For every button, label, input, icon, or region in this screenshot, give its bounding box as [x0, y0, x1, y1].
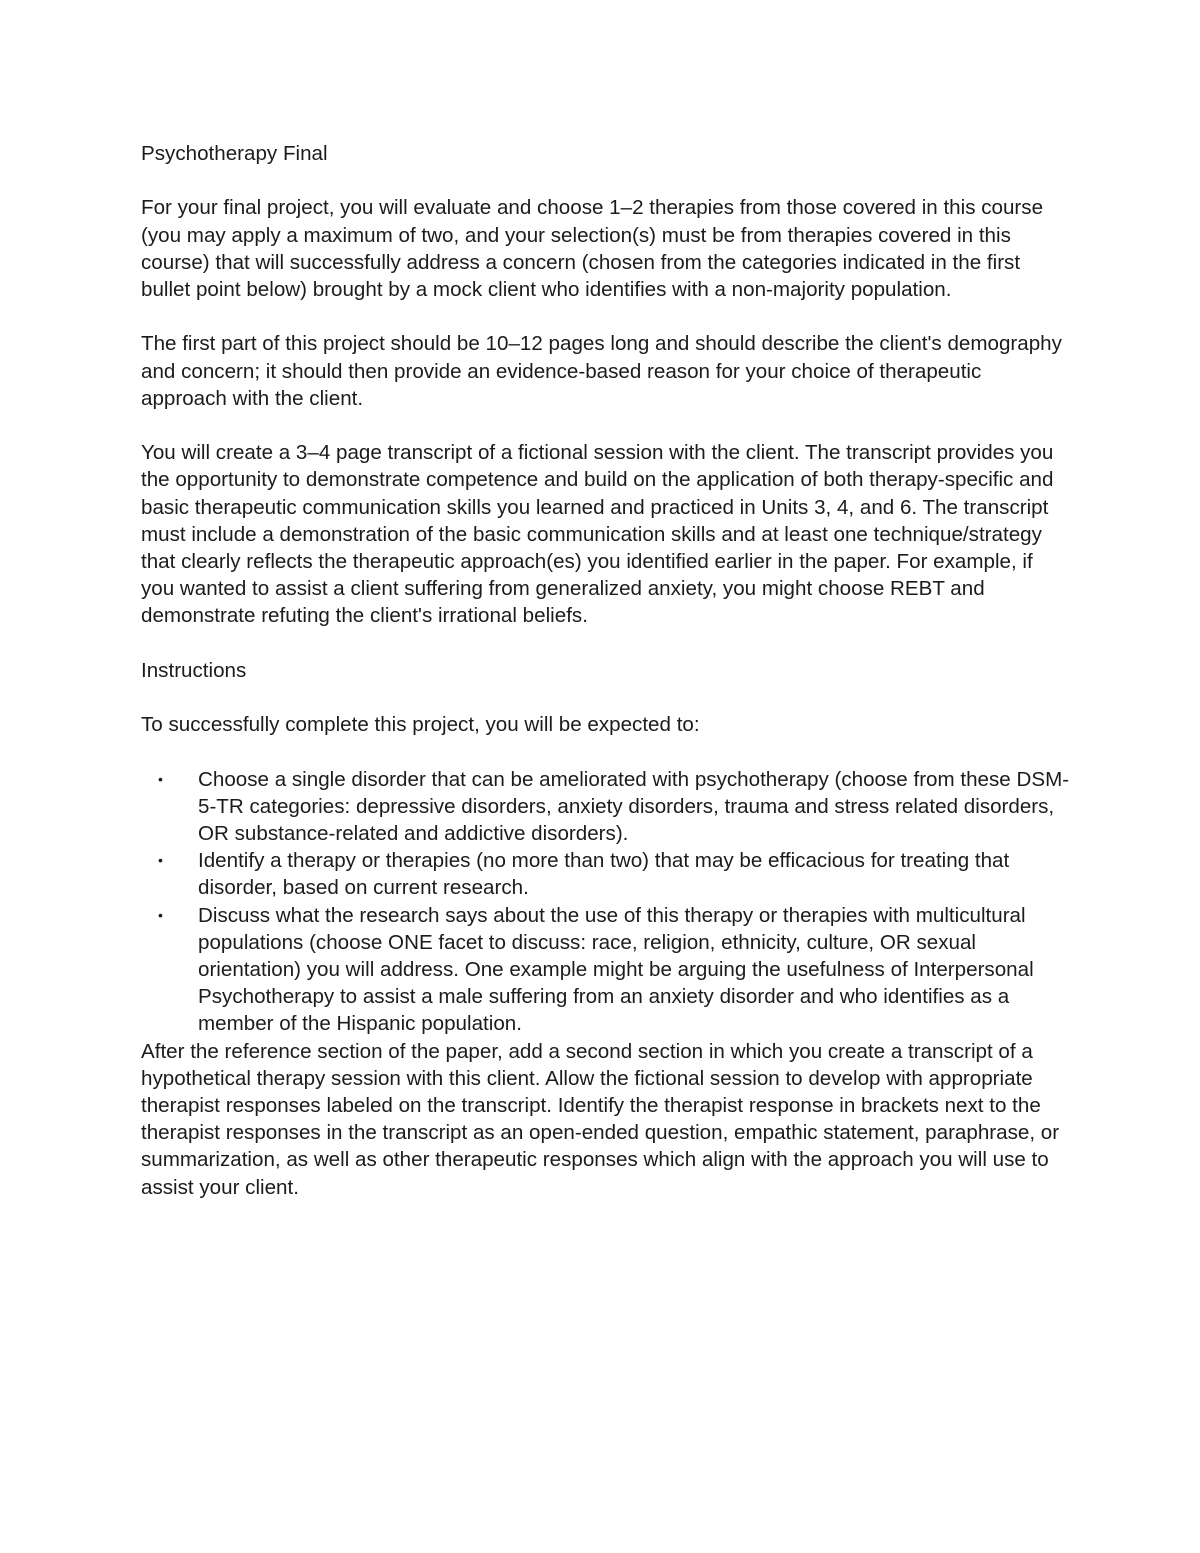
- instructions-list: [141, 766, 1071, 1038]
- list-item: [141, 902, 1071, 1038]
- instructions-intro: To successfully complete this project, you will be expected to:: [141, 713, 700, 737]
- paragraph-first-part: The first part of this project should be 10–12 pages long and should describe the client's demography and concern; it should then provide an evidence-based reason for your choice of therapeutic approach with the client.: [141, 332, 1062, 410]
- bullet-icon: •: [158, 770, 163, 787]
- bullet-icon: •: [158, 852, 163, 869]
- paragraph-transcript: You will create a 3–4 page transcript of a fictional session with the client. The transcript provides you the opportunity to demonstrate competence and build on the application of both therapy-specific and basic therapeutic communication skills you learned and practiced in Units 3, 4, and 6. The transcript must include a demonstration of the basic communication skills and at least one technique/strategy that clearly reflects the therapeutic approach(es) you identified earlier in the paper. For example, if you wanted to assist a client suffering from generalized anxiety, you might choose REBT and demonstrate refuting the client's irrational beliefs.: [141, 441, 1054, 628]
- list-item-text: Choose a single disorder that can be ameliorated with psychotherapy (choose from these DSM-5-TR categories: depressive disorders, anxiety disorders, trauma and stress related disorders, OR substance-related and addictive disorders).: [198, 767, 1070, 845]
- instructions-heading: Instructions: [141, 658, 247, 682]
- list-item-text: Discuss what the research says about the use of this therapy or therapies with multicultural populations (choose ONE facet to discuss: race, religion, ethnicity, culture, OR sexual orientation) you will address. One example might be arguing the usefulness of Interpersonal Psychotherapy to assist a male suffering from an anxiety disorder and who identifies as a member of the Hispanic population.: [198, 903, 1034, 1036]
- list-item: [141, 847, 1071, 901]
- paragraph-closing: After the reference section of the paper, add a second section in which you create a transcript of a hypothetical therapy session with this client. Allow the fictional session to develop with appropriate therapist responses labeled on the transcript. Identify the therapist response in brackets next to the therapist responses in the transcript as an open-ended question, empathic statement, paraphrase, or summarization, as well as other therapeutic responses which align with the approach you will use to assist your client.: [141, 1039, 1060, 1199]
- list-item-text: Identify a therapy or therapies (no more than two) that may be efficacious for treating that disorder, based on current research.: [198, 849, 1010, 900]
- bullet-icon: •: [158, 906, 163, 923]
- document-title: Psychotherapy Final: [141, 142, 328, 165]
- document-body: [141, 140, 1071, 1201]
- list-item: [141, 766, 1071, 848]
- paragraph-project-overview: For your final project, you will evaluate and choose 1–2 therapies from those covered in this course (you may apply a maximum of two, and your selection(s) must be from therapies covered in this course) that will successfully address a concern (chosen from the categories indicated in the first bullet point below) brought by a mock client who identifies with a non-majority population.: [141, 196, 1044, 301]
